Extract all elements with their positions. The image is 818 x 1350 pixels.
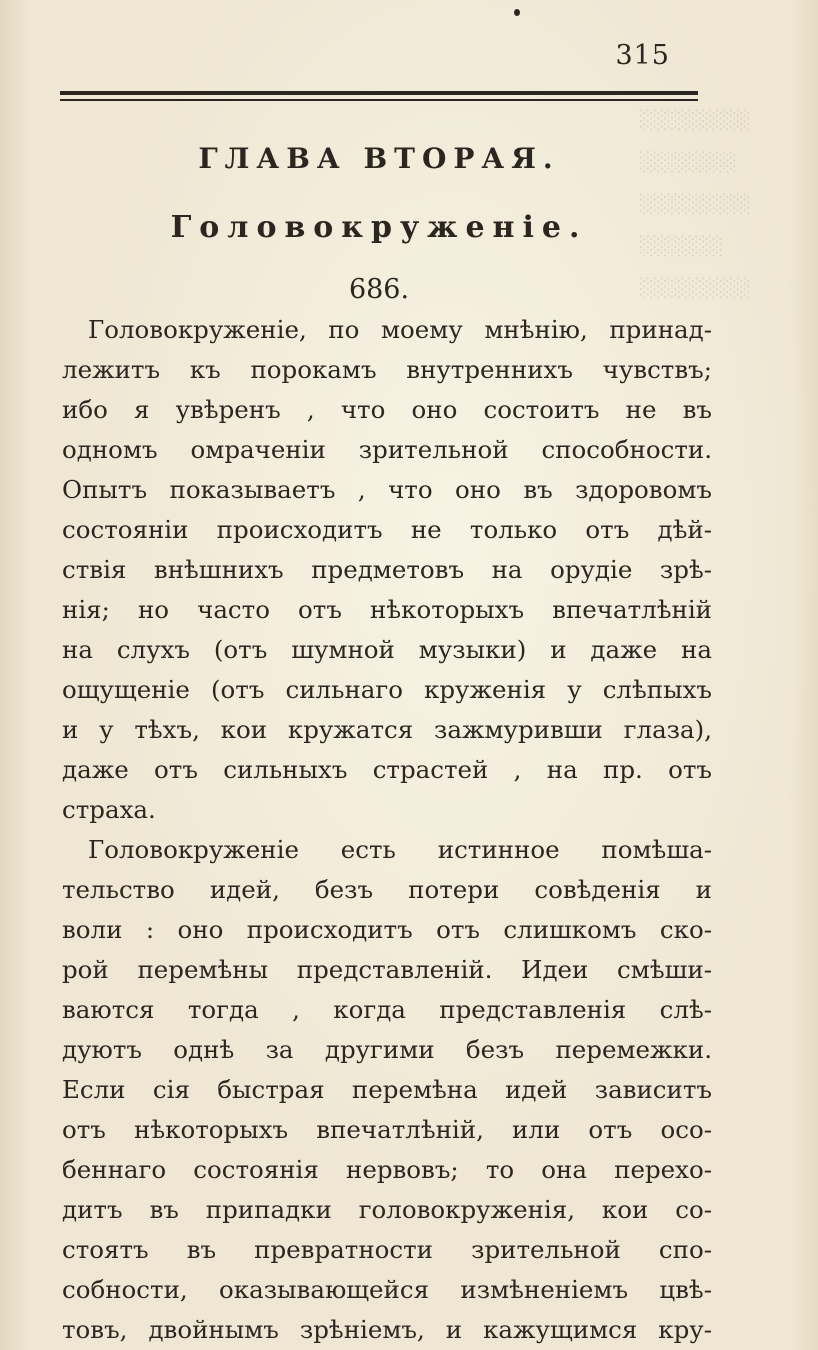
text-line: нія; но часто отъ нѣкоторыхъ впечатлѣній (62, 595, 712, 624)
text-line: ощущеніе (отъ сильнаго круженія у слѣпыхъ (62, 675, 712, 704)
text-line: дитъ въ припадки головокруженія, кои со- (62, 1195, 712, 1224)
text-line: Если сія быстрая перемѣна идей зависитъ (62, 1075, 712, 1104)
text-line: одномъ омраченіи зрительной способности. (62, 435, 712, 464)
page-number: 315 (615, 40, 670, 71)
text-line: беннаго состоянія нервовъ; то она перехо- (62, 1155, 712, 1184)
text-line: состояніи происходитъ не только отъ дѣй- (62, 515, 712, 544)
bleed-through-shadow: ░░░░░░░░ ░░░░░░░ ░░░░░░░░ ░░░░░░ ░░░░░░░░ (640, 110, 751, 299)
text-line: воли : оно происходитъ отъ слишкомъ ско- (62, 915, 712, 944)
section-title: Головокруженіе. (170, 210, 588, 245)
text-line: стоятъ въ превратности зрительной спо- (62, 1235, 712, 1264)
text-line: рой перемѣны представленій. Идеи смѣши- (62, 955, 712, 984)
text-line: собности, оказывающейся измѣненіемъ цвѣ- (62, 1275, 712, 1304)
text-line: ибо я увѣренъ , что оно состоитъ не въ (62, 395, 712, 424)
body-text (62, 310, 712, 1350)
text-line: страха. (62, 795, 156, 824)
text-line: отъ нѣкоторыхъ впечатлѣній, или отъ осо- (62, 1115, 712, 1144)
paragraph-2 (62, 830, 712, 1350)
paragraph-number: 686. (348, 274, 410, 305)
text-line: ваются тогда , когда представленія слѣ- (62, 995, 712, 1024)
text-line: дуютъ однѣ за другими безъ перемежки. (62, 1035, 712, 1064)
text-line: Головокруженіе, по моему мнѣнію, принад- (88, 315, 712, 344)
text-line: лежитъ къ порокамъ внутреннихъ чувствъ; (62, 355, 712, 384)
text-line: Опытъ показываетъ , что оно въ здоровомъ (62, 475, 712, 504)
text-line: товъ, двойнымъ зрѣніемъ, и кажущимся кру- (62, 1315, 712, 1344)
text-line: тельство идей, безъ потери совѣденія и (62, 875, 712, 904)
header-rule-thick (60, 91, 698, 95)
text-line: и у тѣхъ, кои кружатся зажмуривши глаза), (62, 715, 712, 744)
chapter-title: ГЛАВА ВТОРАЯ. (198, 142, 560, 175)
text-line: на слухъ (отъ шумной музыки) и даже на (62, 635, 712, 664)
text-line: даже отъ сильныхъ страстей , на пр. отъ (62, 755, 712, 784)
header-rule-thin (60, 99, 698, 101)
paragraph-1 (62, 310, 712, 830)
text-line: ствія внѣшнихъ предметовъ на орудіе зрѣ- (62, 555, 712, 584)
ink-speck (514, 9, 520, 16)
text-line: Головокруженіе есть истинное помѣша- (88, 835, 712, 864)
